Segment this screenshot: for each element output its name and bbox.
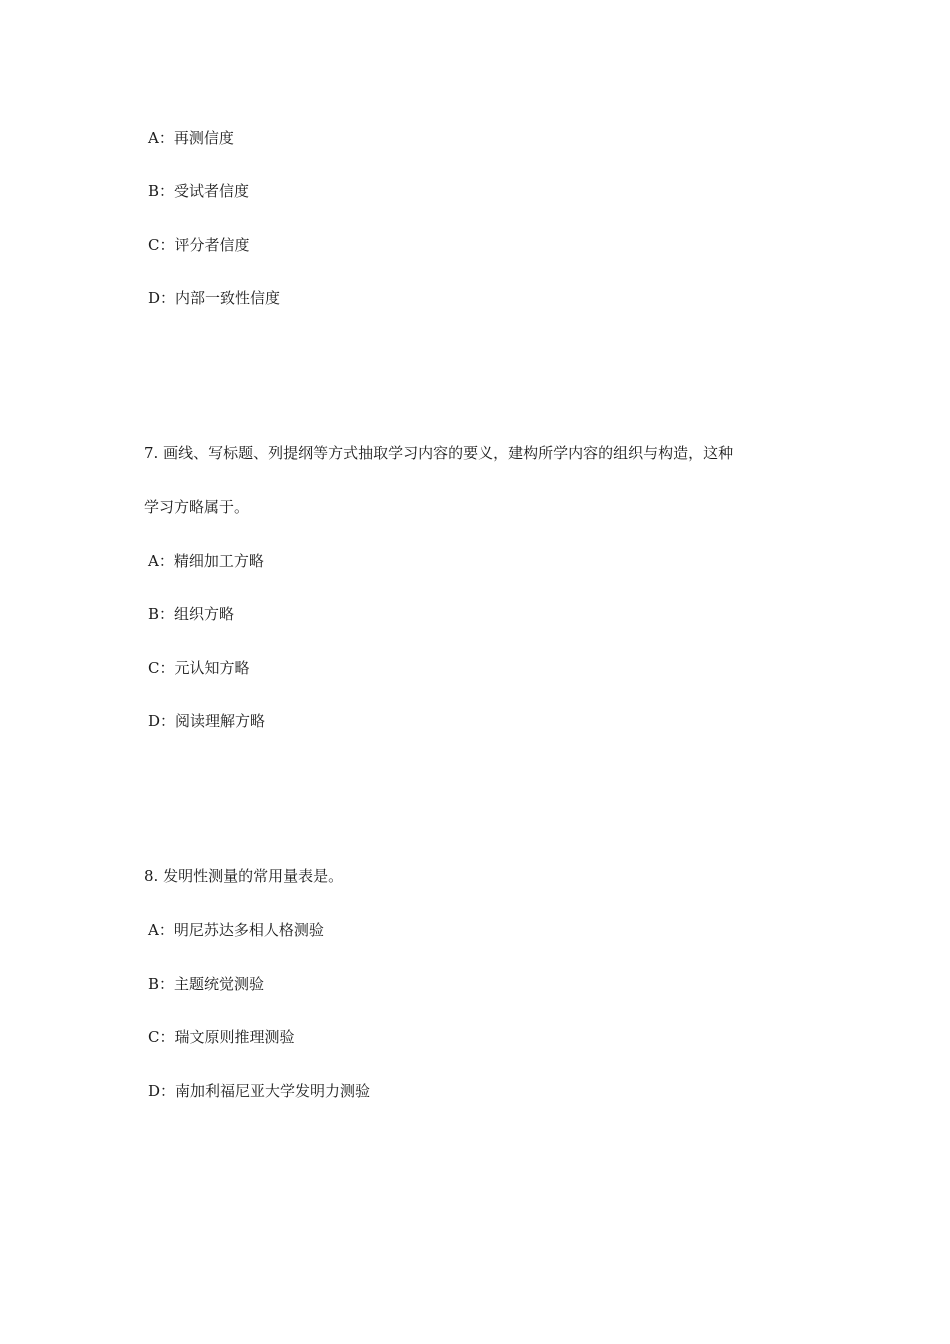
q8-option-c: C：瑞文原则推理测验 bbox=[148, 1028, 295, 1046]
q6-option-b: B：受试者信度 bbox=[148, 182, 250, 200]
q8-option-b: B：主题统觉测验 bbox=[148, 975, 265, 993]
q8-stem-line1: 8. 发明性测量的常用量表是。 bbox=[144, 867, 344, 885]
q6-option-d: D：内部一致性信度 bbox=[148, 289, 281, 307]
q8-option-a: A：明尼苏达多相人格测验 bbox=[148, 921, 324, 939]
q6-option-a: A：再测信度 bbox=[148, 129, 234, 147]
q7-stem-line2: 学习方略属于。 bbox=[144, 498, 250, 516]
q7-option-b: B：组织方略 bbox=[148, 605, 235, 623]
q6-option-c: C：评分者信度 bbox=[148, 236, 250, 254]
q7-option-c: C：元认知方略 bbox=[148, 659, 250, 677]
q7-stem-line1: 7. 画线、写标题、列提纲等方式抽取学习内容的要义，建构所学内容的组织与构造，这种 bbox=[144, 444, 734, 462]
q7-option-a: A：精细加工方略 bbox=[148, 552, 264, 570]
q8-option-d: D：南加利福尼亚大学发明力测验 bbox=[148, 1082, 371, 1100]
q7-option-d: D：阅读理解方略 bbox=[148, 712, 266, 730]
